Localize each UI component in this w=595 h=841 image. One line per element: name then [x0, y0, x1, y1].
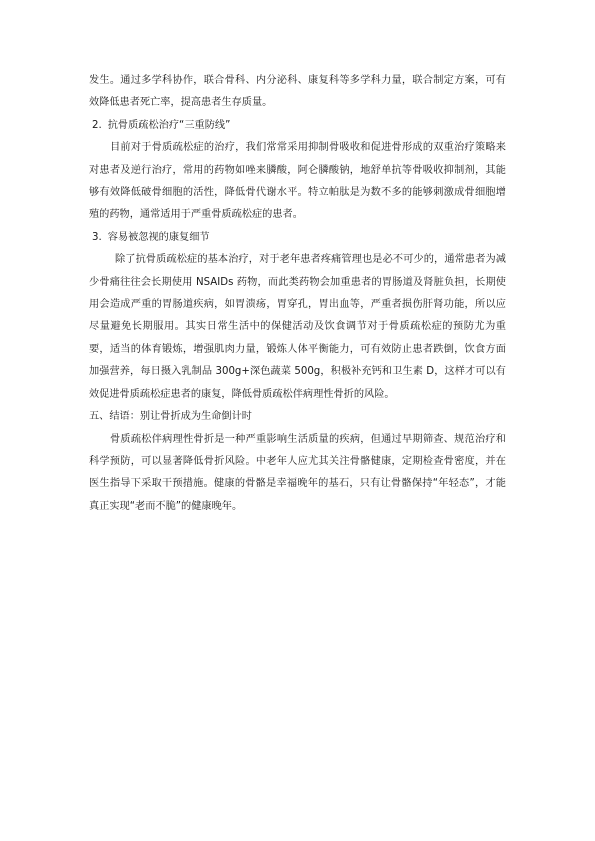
- subheading-text: 容易被忽视的康复细节: [107, 231, 210, 243]
- section-heading-conclusion: 五、结语：别让骨折成为生命倒计时: [89, 411, 252, 423]
- subheading-number: 2.: [92, 119, 102, 131]
- paragraph-mdt-conclusion: 发生。通过多学科协作，联合骨科、内分泌科、康复科等多学科力量，联合制定方案，可有效降低患者死亡率，提高患者生存质量。: [89, 75, 506, 109]
- paragraph-conclusion: 骨质疏松伴病理性骨折是一种严重影响生活质量的疾病，但通过早期筛查、规范治疗和科学预防，可以显著降低骨折风险。中老年人应尤其关注骨骼健康，定期检查骨密度，并在医生指导下采取干预措施。健康的骨骼是幸福晚年的基石，只有让骨骼保持“年轻态”，才能真正实现“老而不脆”的健康晚年。: [89, 433, 506, 512]
- subheading-rehabilitation-details: [89, 227, 506, 249]
- subheading-number: 3.: [92, 231, 102, 243]
- paragraph-treatment-strategy: 目前对于骨质疏松症的治疗，我们常常采用抑制骨吸收和促进骨形成的双重治疗策略来对患者及逆行治疗，常用的药物如唑来膦酸，阿仑膦酸钠，地舒单抗等骨吸收抑制剂，其能够有效降低破骨细胞的活性，降低骨代谢水平。特立帕肽是为数不多的能够刺激成骨细胞增殖的药物，通常适用于严重骨质疏松症的患者。: [89, 142, 506, 221]
- paragraph-rehabilitation: 除了抗骨质疏松症的基本治疗，对于老年患者疼痛管理也是必不可少的，通常患者为减少骨痛往往会长期使用 NSAIDs 药物，而此类药物会加重患者的胃肠道及肾脏负担，长期使用会造成严重的胃肠道疾病，如胃溃疡，胃穿孔，胃出血等，严重者损伤肝肾功能，所以应尽量避免长期服用。其实日常生活中的保健活动及饮食调节对于骨质疏松症的预防尤为重要，适当的体育锻炼，增强肌肉力量，锻炼人体平衡能力，可有效防止患者跌倒，饮食方面加强营养，每日摄入乳制品 300g+深色蔬菜 500g，积极补充钙和卫生素 D，这样才可以有效促进骨质疏松症患者的康复，降低骨质疏松伴病理性骨折的风险。: [89, 254, 506, 400]
- subheading-text: 抗骨质疏松治疗“三重防线”: [107, 119, 231, 131]
- subheading-anti-osteoporosis-treatment: [89, 115, 506, 137]
